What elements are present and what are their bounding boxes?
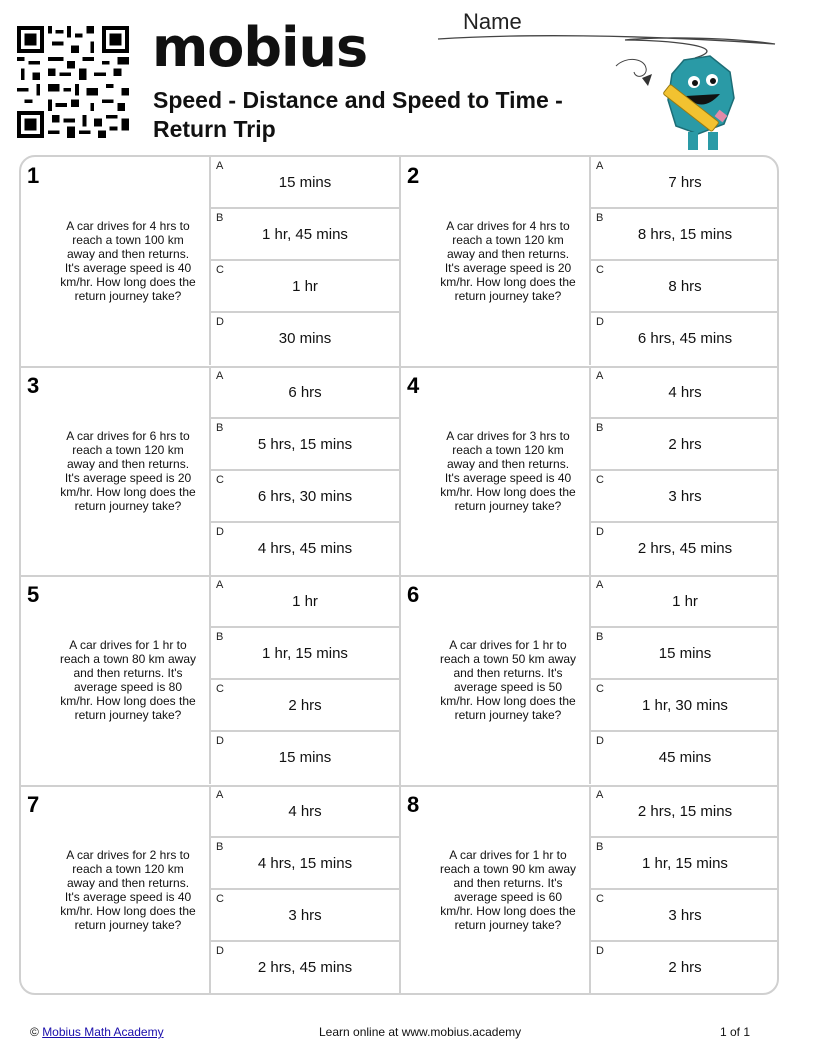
name-label: Name — [463, 9, 522, 34]
option-letter: C — [596, 683, 604, 695]
option-value: 3 hrs — [668, 906, 702, 924]
answer-option-c[interactable] — [211, 890, 399, 942]
question-text: A car drives for 6 hrs to reach a town 120 km away and then returns. It's average speed is 20 km/hr. How long does the return journey take? — [60, 428, 196, 513]
option-value: 1 hr, 45 mins — [262, 226, 348, 243]
option-value: 3 hrs — [288, 906, 322, 924]
question-block-8 — [401, 786, 779, 994]
option-value: 7 hrs — [668, 174, 702, 191]
academy-link[interactable]: Mobius Math Academy — [42, 1025, 164, 1039]
option-letter: B — [216, 840, 224, 853]
copyright-symbol: © — [30, 1025, 39, 1039]
option-letter: B — [596, 840, 604, 853]
option-value: 6 hrs, 45 mins — [637, 330, 733, 347]
option-value: 4 hrs — [288, 802, 322, 820]
question-block-6 — [401, 576, 779, 784]
question-number: 5 — [27, 582, 40, 607]
option-letter: C — [596, 892, 604, 905]
option-value: 1 hr — [292, 278, 318, 295]
answer-option-a[interactable] — [211, 157, 399, 209]
option-value: 45 mins — [658, 749, 712, 766]
question-number: 8 — [407, 791, 420, 817]
option-letter: D — [596, 944, 604, 957]
answer-option-d[interactable] — [211, 313, 399, 365]
option-value: 8 hrs — [668, 278, 702, 295]
question-text: A car drives for 4 hrs to reach a town 120 km away and then returns. It's average speed is 20 km/hr. How long does the return journey take? — [440, 219, 576, 303]
logo-text: mobius — [152, 16, 368, 79]
question-text: A car drives for 3 hrs to reach a town 120 km away and then returns. It's average speed is 40 km/hr. How long does the return journey take? — [440, 428, 576, 513]
question-block-7 — [21, 786, 399, 994]
title-line-2: Return Trip — [153, 116, 276, 142]
answer-option-b[interactable] — [591, 209, 779, 261]
page-count: 1 of 1 — [720, 1025, 751, 1039]
question-number: 6 — [407, 582, 420, 607]
mobius-logo — [152, 18, 367, 78]
answer-option-b[interactable] — [211, 419, 399, 471]
answer-option-b[interactable] — [591, 419, 779, 471]
answer-option-b[interactable] — [211, 838, 399, 890]
option-letter: B — [596, 421, 604, 434]
answer-option-c[interactable] — [591, 471, 779, 523]
column-divider — [399, 157, 401, 993]
answer-option-b[interactable] — [211, 209, 399, 261]
option-value: 2 hrs, 45 mins — [257, 958, 353, 976]
option-letter: B — [216, 212, 224, 224]
option-value: 1 hr, 15 mins — [642, 854, 728, 872]
answer-option-d[interactable] — [211, 523, 399, 575]
option-value: 4 hrs, 15 mins — [257, 854, 353, 872]
option-letter: D — [216, 316, 224, 328]
question-block-3 — [21, 367, 399, 575]
option-letter: C — [596, 473, 604, 486]
option-letter: C — [216, 264, 224, 276]
answer-option-b[interactable] — [591, 628, 779, 680]
option-value: 2 hrs, 15 mins — [637, 802, 733, 820]
question-block-1 — [21, 157, 399, 365]
question-cell — [21, 157, 211, 365]
option-letter: A — [596, 369, 604, 382]
option-letter: B — [596, 212, 604, 224]
option-value: 4 hrs, 45 mins — [257, 539, 353, 557]
option-value: 5 hrs, 15 mins — [257, 435, 353, 453]
question-text: A car drives for 4 hrs to reach a town 100 km away and then returns. It's average speed is 40 km/hr. How long does the return journey take? — [60, 219, 196, 303]
answer-option-c[interactable] — [211, 261, 399, 313]
option-letter: A — [596, 160, 604, 172]
option-letter: D — [216, 735, 224, 747]
answer-option-b[interactable] — [211, 628, 399, 680]
page-title — [153, 86, 623, 144]
answer-option-a[interactable] — [591, 576, 779, 628]
option-letter: B — [596, 631, 604, 643]
option-value: 4 hrs — [668, 383, 702, 401]
option-value: 8 hrs, 15 mins — [637, 226, 733, 243]
answer-option-d[interactable] — [211, 942, 399, 994]
qr-code — [17, 26, 129, 138]
question-block-4 — [401, 367, 779, 575]
option-value: 30 mins — [278, 330, 332, 347]
answer-option-c[interactable] — [591, 261, 779, 313]
option-value: 15 mins — [658, 645, 712, 662]
option-letter: D — [596, 316, 604, 328]
answer-option-d[interactable] — [211, 732, 399, 784]
answer-option-a[interactable] — [211, 576, 399, 628]
question-block-2 — [401, 157, 779, 365]
learn-online-text: Learn online at www.mobius.academy — [319, 1025, 522, 1039]
questions-grid — [19, 155, 779, 995]
question-text: A car drives for 1 hr to reach a town 50 km away and then returns. It's average speed is 50 km/hr. How long does the return journey take? — [439, 638, 577, 722]
option-letter: C — [216, 473, 224, 486]
question-text: A car drives for 1 hr to reach a town 90 km away and then returns. It's average speed is 60 km/hr. How long does the return journey take? — [439, 847, 577, 932]
answer-option-a[interactable] — [591, 157, 779, 209]
question-cell — [21, 576, 211, 784]
question-text: A car drives for 1 hr to reach a town 80 km away and then returns. It's average speed is 80 km/hr. How long does the return journey take? — [59, 638, 197, 722]
option-letter: A — [216, 579, 224, 591]
question-cell — [401, 367, 591, 575]
question-cell — [401, 786, 591, 994]
question-cell — [401, 576, 591, 784]
question-number: 2 — [407, 163, 420, 188]
option-value: 3 hrs — [668, 487, 702, 505]
footer-copyright — [30, 1025, 164, 1039]
option-letter: D — [596, 525, 604, 538]
option-letter: C — [216, 683, 224, 695]
question-cell — [401, 157, 591, 365]
option-value: 15 mins — [278, 174, 332, 191]
option-letter: A — [596, 788, 604, 801]
option-letter: A — [216, 160, 224, 172]
question-cell — [21, 786, 211, 994]
answer-option-c[interactable] — [591, 890, 779, 942]
answer-option-a[interactable] — [591, 786, 779, 838]
answer-option-a[interactable] — [211, 786, 399, 838]
option-letter: A — [216, 369, 224, 382]
option-value: 2 hrs — [668, 435, 702, 453]
answer-option-d[interactable] — [591, 523, 779, 575]
answer-option-a[interactable] — [211, 367, 399, 419]
option-value: 6 hrs, 30 mins — [257, 487, 353, 505]
option-letter: A — [216, 788, 224, 801]
answer-option-c[interactable] — [211, 680, 399, 732]
option-letter: D — [596, 735, 604, 747]
question-number: 7 — [27, 791, 40, 817]
answer-option-a[interactable] — [591, 367, 779, 419]
answer-option-c[interactable] — [211, 471, 399, 523]
option-value: 1 hr — [292, 593, 318, 610]
question-number: 4 — [407, 372, 420, 398]
option-value: 1 hr — [672, 593, 698, 610]
option-letter: B — [216, 631, 224, 643]
option-value: 2 hrs — [668, 958, 702, 976]
answer-option-b[interactable] — [591, 838, 779, 890]
option-letter: C — [216, 892, 224, 905]
question-text: A car drives for 2 hrs to reach a town 120 km away and then returns. It's average speed is 40 km/hr. How long does the return journey take? — [60, 847, 196, 932]
question-number: 1 — [27, 163, 40, 188]
option-value: 2 hrs, 45 mins — [637, 539, 733, 557]
option-letter: B — [216, 421, 224, 434]
question-number: 3 — [27, 372, 40, 398]
answer-option-c[interactable] — [591, 680, 779, 732]
question-block-5 — [21, 576, 399, 784]
option-value: 15 mins — [278, 749, 332, 766]
option-value: 6 hrs — [288, 383, 322, 401]
option-letter: A — [596, 579, 604, 591]
title-line-1: Speed - Distance and Speed to Time - — [153, 87, 563, 113]
answer-option-d[interactable] — [591, 313, 779, 365]
option-value: 2 hrs — [288, 697, 322, 714]
option-value: 1 hr, 15 mins — [262, 645, 348, 662]
answer-option-d[interactable] — [591, 732, 779, 784]
mascot-character — [612, 42, 752, 157]
option-letter: C — [596, 264, 604, 276]
question-cell — [21, 367, 211, 575]
option-value: 1 hr, 30 mins — [642, 697, 728, 714]
option-letter: D — [216, 944, 224, 957]
option-letter: D — [216, 525, 224, 538]
answer-option-d[interactable] — [591, 942, 779, 994]
